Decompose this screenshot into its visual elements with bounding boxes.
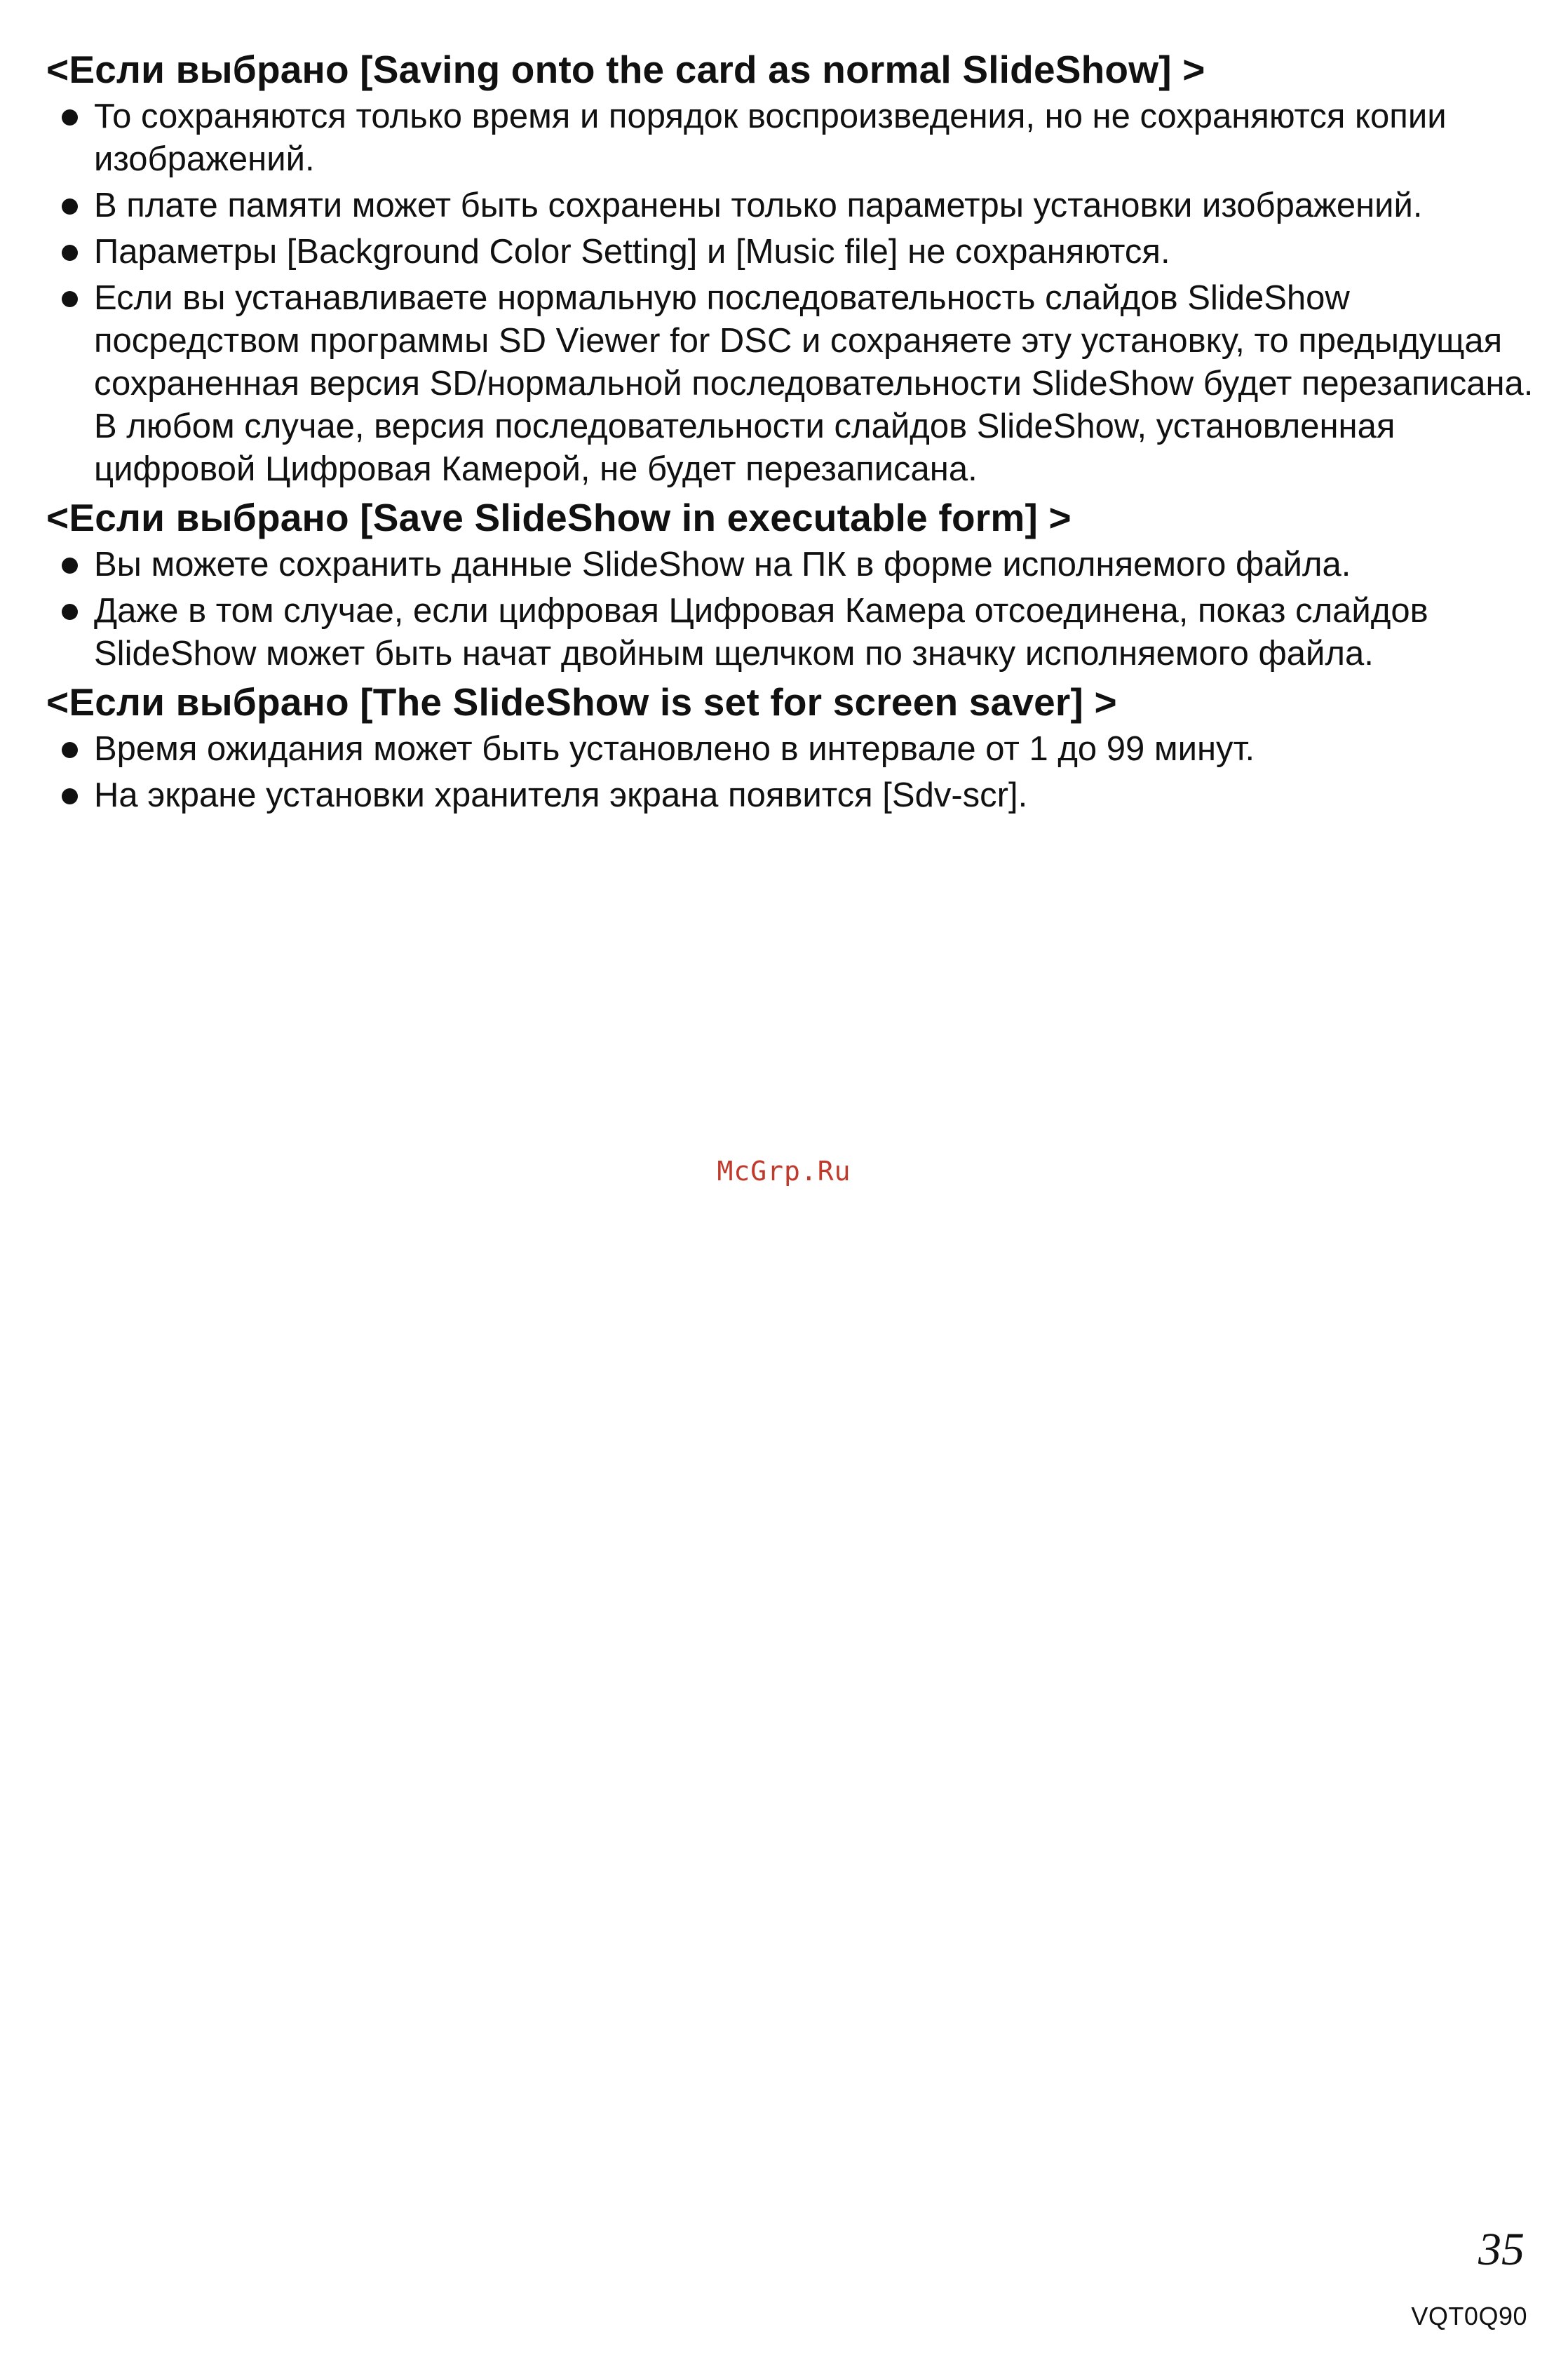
bullet-icon bbox=[62, 742, 78, 758]
list-item-text: Если вы устанавливаете нормальную последовательность слайдов SlideShow посредством программы SD Viewer for DSC и сохраняете эту установку, то предыдущая сохраненная версия SD/нормальной последовательности SlideShow будет перезаписана. В любом случае, версия последовательности слайдов SlideShow, установленная цифровой Цифровая Камерой, не будет перезаписана. bbox=[94, 279, 1534, 488]
list-item bbox=[46, 774, 1540, 817]
list-item bbox=[46, 184, 1540, 227]
list-item-text: Вы можете сохранить данные SlideShow на ПК в форме исполняемого файла. bbox=[94, 546, 1351, 583]
bullet-icon bbox=[62, 198, 78, 215]
section-heading: <Если выбрано [The SlideShow is set for screen saver] > bbox=[46, 680, 1117, 724]
bullet-icon bbox=[62, 604, 78, 620]
section-heading: <Если выбрано [Saving onto the card as normal SlideShow] > bbox=[46, 48, 1205, 91]
list-item bbox=[46, 728, 1540, 771]
page-number: 35 bbox=[1478, 2224, 1525, 2275]
bullet-icon bbox=[62, 109, 78, 126]
section-executable-form bbox=[46, 494, 1540, 675]
bullet-list bbox=[46, 95, 1540, 491]
bullet-icon bbox=[62, 291, 78, 307]
list-item bbox=[46, 231, 1540, 274]
document-code: VQT0Q90 bbox=[1411, 2302, 1527, 2330]
bullet-list bbox=[46, 728, 1540, 817]
watermark: McGrp.Ru bbox=[717, 1156, 851, 1187]
list-item-text: Параметры [Background Color Setting] и [Music file] не сохраняются. bbox=[94, 233, 1170, 271]
list-item-text: На экране установки хранителя экрана появится [Sdv-scr]. bbox=[94, 776, 1028, 814]
document-body bbox=[46, 46, 1540, 821]
bullet-list bbox=[46, 544, 1540, 675]
bullet-icon bbox=[62, 788, 78, 804]
list-item bbox=[46, 590, 1540, 675]
list-item bbox=[46, 95, 1540, 181]
list-item-text: Время ожидания может быть установлено в интервале от 1 до 99 минут. bbox=[94, 730, 1255, 768]
list-item-text: То сохраняются только время и порядок воспроизведения, но не сохраняются копии изображений. bbox=[94, 97, 1447, 178]
list-item-text: Даже в том случае, если цифровая Цифровая Камера отсоединена, показ слайдов SlideShow может быть начат двойным щелчком по значку исполняемого файла. bbox=[94, 592, 1428, 673]
list-item-text: В плате памяти может быть сохранены только параметры установки изображений. bbox=[94, 187, 1423, 224]
section-heading: <Если выбрано [Save SlideShow in executable form] > bbox=[46, 496, 1072, 539]
list-item bbox=[46, 277, 1540, 491]
bullet-icon bbox=[62, 558, 78, 574]
list-item bbox=[46, 544, 1540, 586]
bullet-icon bbox=[62, 245, 78, 261]
section-screen-saver bbox=[46, 679, 1540, 817]
section-normal-slideshow bbox=[46, 46, 1540, 491]
